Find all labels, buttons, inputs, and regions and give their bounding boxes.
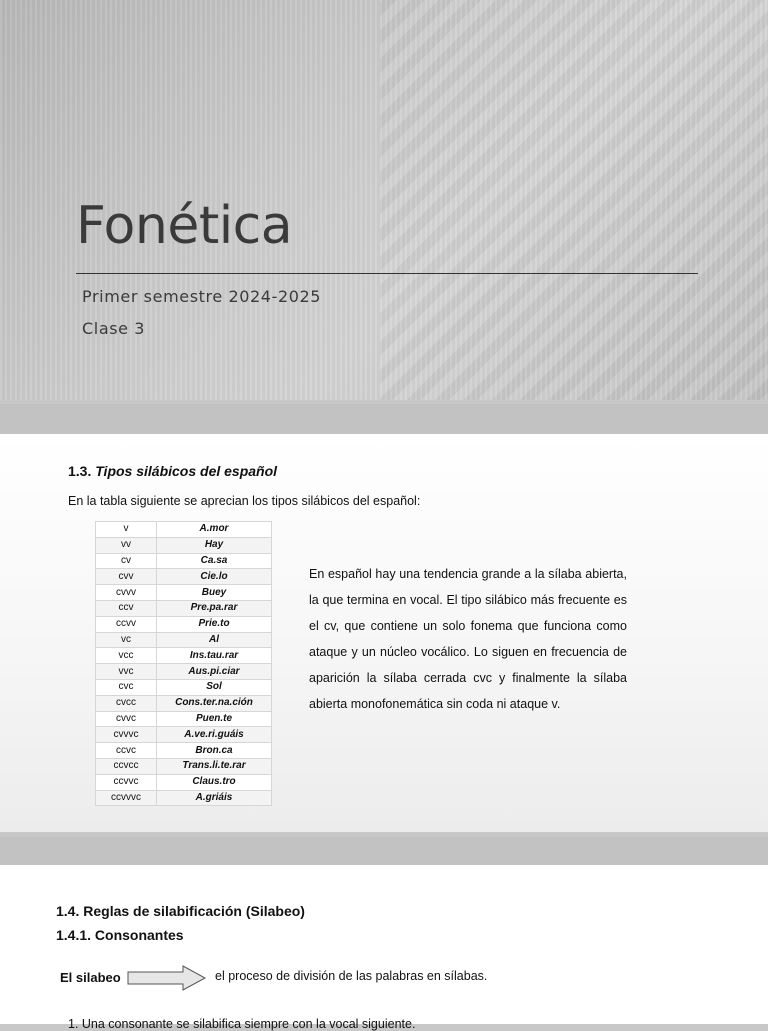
syllable-type-cell: cvc — [96, 679, 157, 695]
table-row — [96, 664, 272, 680]
section-title: Tipos silábicos del español — [95, 463, 278, 479]
syllable-type-cell: cvcc — [96, 695, 157, 711]
syllable-example-cell: A.ve.ri.guáis — [157, 727, 272, 743]
section-heading — [68, 463, 277, 479]
table-row — [96, 758, 272, 774]
syllable-type-cell: ccvvvc — [96, 790, 157, 806]
syllable-example-cell: Cie.lo — [157, 569, 272, 585]
syllable-types-table — [95, 521, 272, 806]
title-slide — [0, 0, 768, 400]
syllable-example-cell: Ins.tau.rar — [157, 648, 272, 664]
syllable-types-slide — [0, 434, 768, 832]
syllable-type-cell: cvvvc — [96, 727, 157, 743]
syllable-type-cell: vvc — [96, 664, 157, 680]
table-row — [96, 585, 272, 601]
syllabification-slide — [0, 865, 768, 1031]
table-row — [96, 553, 272, 569]
syllable-example-cell: Cons.ter.na.ción — [157, 695, 272, 711]
slide-title: Fonética — [76, 196, 293, 256]
syllable-example-cell: A.mor — [157, 522, 272, 538]
syllable-example-cell: Prie.to — [157, 616, 272, 632]
table-row — [96, 537, 272, 553]
table-row — [96, 790, 272, 806]
syllable-example-cell: Aus.pi.ciar — [157, 664, 272, 680]
syllable-type-cell: vv — [96, 537, 157, 553]
syllable-example-cell: Claus.tro — [157, 774, 272, 790]
syllable-table-body — [96, 522, 272, 806]
section-heading: 1.4. Reglas de silabificación (Silabeo) — [56, 903, 305, 919]
table-row — [96, 569, 272, 585]
explanation-paragraph: En español hay una tendencia grande a la sílaba abierta, la que termina en vocal. El tipo silábico más frecuente es el cv, que contiene un solo fonema que funciona como ataque y un núcleo vocálico. Lo siguen en frecuencia de aparición la sílaba cerrada cvc y finalmente la sílaba abierta monofonemática sin coda ni ataque v. — [309, 567, 627, 711]
table-row — [96, 727, 272, 743]
syllable-example-cell: Trans.li.te.rar — [157, 758, 272, 774]
term-definition: el proceso de división de las palabras en sílabas. — [215, 969, 488, 983]
syllable-type-cell: ccvc — [96, 743, 157, 759]
subsection-heading: 1.4.1. Consonantes — [56, 927, 184, 943]
syllable-example-cell: Al — [157, 632, 272, 648]
syllable-example-cell: Pre.pa.rar — [157, 600, 272, 616]
syllable-type-cell: ccvcc — [96, 758, 157, 774]
slide-separator — [0, 837, 768, 865]
syllable-example-cell: Bron.ca — [157, 743, 272, 759]
syllable-type-cell: v — [96, 522, 157, 538]
syllable-type-cell: cvvc — [96, 711, 157, 727]
syllable-type-cell: cv — [96, 553, 157, 569]
syllable-example-cell: Buey — [157, 585, 272, 601]
table-row — [96, 695, 272, 711]
syllable-type-cell: vc — [96, 632, 157, 648]
term-label: El silabeo — [60, 970, 121, 985]
table-row — [96, 616, 272, 632]
syllable-example-cell: Ca.sa — [157, 553, 272, 569]
background-texture — [380, 0, 768, 400]
syllable-type-cell: ccvv — [96, 616, 157, 632]
syllable-type-cell: vcc — [96, 648, 157, 664]
table-row — [96, 743, 272, 759]
syllable-example-cell: Puen.te — [157, 711, 272, 727]
table-row — [96, 632, 272, 648]
table-row — [96, 648, 272, 664]
syllable-type-cell: cvv — [96, 569, 157, 585]
slide-subtitle-semester: Primer semestre 2024-2025 — [82, 287, 322, 306]
table-row — [96, 774, 272, 790]
syllable-type-cell: ccv — [96, 600, 157, 616]
table-row — [96, 522, 272, 538]
syllable-example-cell: Hay — [157, 537, 272, 553]
rule-item: 1. Una consonante se silabifica siempre con la vocal siguiente. — [68, 1017, 416, 1031]
syllable-example-cell: Sol — [157, 679, 272, 695]
section-number: 1.3. — [68, 463, 92, 479]
syllable-type-cell: cvvv — [96, 585, 157, 601]
intro-text: En la tabla siguiente se aprecian los tipos silábicos del español: — [68, 494, 421, 508]
table-row — [96, 600, 272, 616]
title-divider — [76, 273, 698, 274]
syllable-example-cell: A.griáis — [157, 790, 272, 806]
arrow-right-icon — [127, 965, 207, 991]
slide-subtitle-class: Clase 3 — [82, 319, 146, 338]
table-row — [96, 711, 272, 727]
slide-separator — [0, 404, 768, 434]
table-row — [96, 679, 272, 695]
syllable-type-cell: ccvvc — [96, 774, 157, 790]
